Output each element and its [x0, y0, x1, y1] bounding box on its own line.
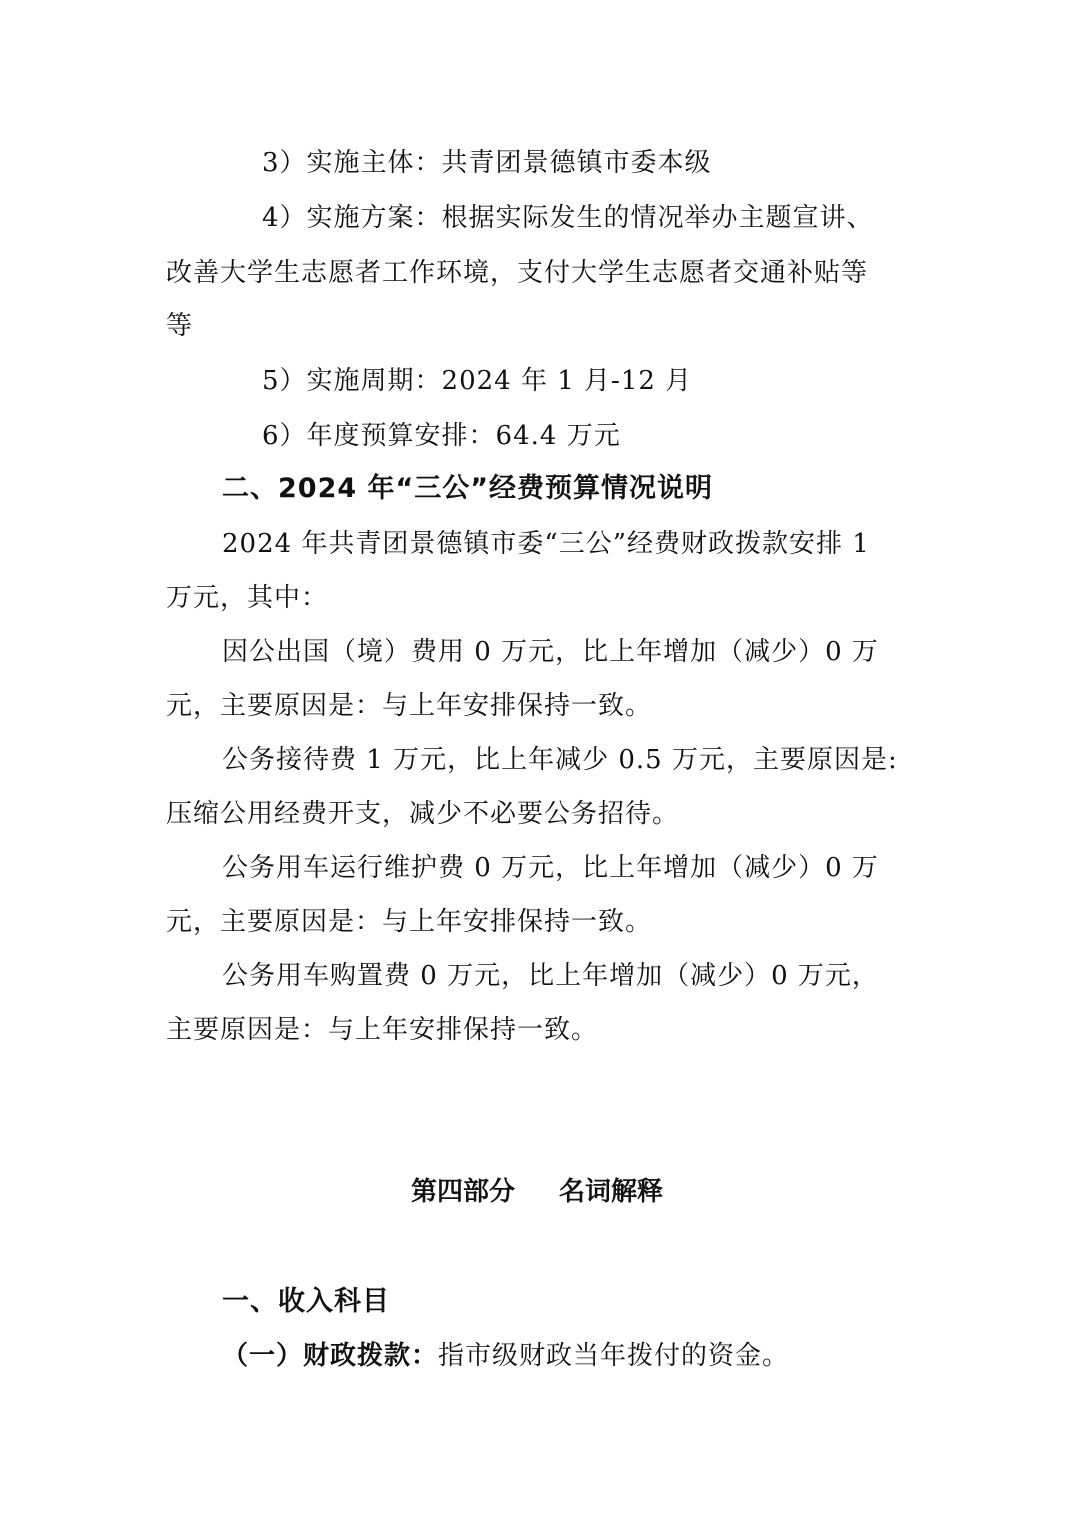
definition-term: （一）财政拨款： [222, 1341, 439, 1371]
para-vehicle-maintenance-cont: 元，主要原因是：与上年安排保持一致。 [166, 907, 653, 937]
definition-text: 指市级财政当年拨付的资金。 [438, 1341, 790, 1371]
part-name: 名词解释 [559, 1177, 664, 1207]
item-plan-cont: 改善大学生志愿者工作环境，支付大学生志愿者交通补贴等 [166, 258, 869, 288]
para-vehicle-purchase-cont: 主要原因是：与上年安排保持一致。 [166, 1015, 599, 1045]
item-implementer: 3）实施主体：共青团景德镇市委本级 [262, 148, 712, 178]
definition-line [222, 1338, 924, 1374]
para-vehicle-maintenance: 公务用车运行维护费 0 万元，比上年增加（减少）0 万 [222, 853, 879, 883]
item-plan-cont2: 等 [166, 311, 194, 341]
item-plan: 4）实施方案：根据实际发生的情况举办主题宣讲、 [262, 203, 874, 233]
part-title [0, 1174, 1074, 1210]
section-heading-three-public: 二、2024 年“三公”经费预算情况说明 [222, 473, 714, 504]
para-overseas-cont: 元，主要原因是：与上年安排保持一致。 [166, 691, 653, 721]
section-heading-income: 一、收入科目 [222, 1286, 390, 1317]
para-summary-cont: 万元，其中： [166, 583, 329, 613]
para-summary: 2024 年共青团景德镇市委“三公”经费财政拨款安排 1 [222, 529, 870, 559]
item-budget: 6）年度预算安排：64.4 万元 [262, 421, 621, 451]
para-vehicle-purchase: 公务用车购置费 0 万元，比上年增加（减少）0 万元， [222, 961, 879, 991]
para-overseas: 因公出国（境）费用 0 万元，比上年增加（减少）0 万 [222, 637, 879, 667]
para-reception: 公务接待费 1 万元，比上年减少 0.5 万元，主要原因是: [222, 745, 898, 775]
item-period: 5）实施周期：2024 年 1 月-12 月 [262, 366, 693, 396]
part-number: 第四部分 [410, 1177, 515, 1207]
para-reception-cont: 压缩公用经费开支，减少不必要公务招待。 [166, 799, 680, 829]
